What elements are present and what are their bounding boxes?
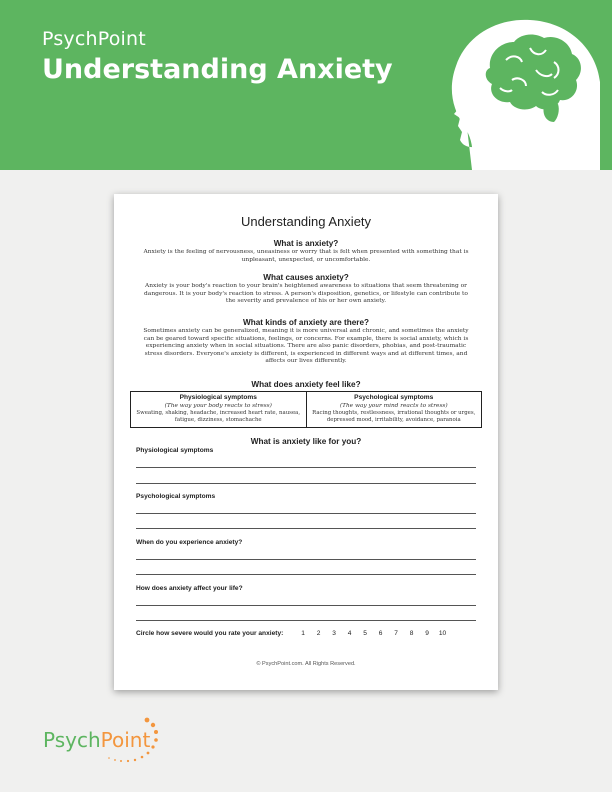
question-when: When do you experience anxiety? [136,539,243,546]
psychological-column [306,392,482,427]
section-heading-feel: What does anxiety feel like? [251,380,361,389]
logo-dots-icon [43,716,163,766]
head-brain-icon [450,10,600,170]
section-heading-like: What is anxiety like for you? [250,437,362,446]
rating-option[interactable]: 8 [409,630,414,637]
page-title: Understanding Anxiety [42,54,393,85]
answer-line[interactable] [136,605,476,606]
section-body-kinds: Sometimes anxiety can be generalized, meaning it is more universal and chronic, and sometimes the anxiety can be geared toward specific situations, feelings, or concerns. For example, there is social anxiety, which is experiencing anxiety when in social situations. There are also panic disorders, phobias, and post-traumatic stress disorders. Everyone's anxiety is different, is experienced in different ways and at different times, and affects our lives differently. [143,328,469,365]
rating-option[interactable]: 2 [316,630,321,637]
question-psychological: Psychological symptoms [136,493,216,500]
section-body-causes: Anxiety is your body's reaction to your brain's heightened awareness to situations that seem threatening or dangerous. It is your body's reaction to stress. A person's disposition, genetics, or lifestyle can contribute to the severity and prevalence of his or her own anxiety. [144,283,468,305]
physiological-column [131,392,306,427]
rating-option[interactable]: 6 [378,630,383,637]
rating-option[interactable]: 5 [363,630,367,637]
psychological-subheading: (The way your mind reacts to stress) [339,403,448,409]
worksheet-title: Understanding Anxiety [240,214,372,229]
header-banner [0,0,612,170]
severity-rating-row [136,630,476,637]
section-heading-kinds: What kinds of anxiety are there? [242,318,370,327]
rating-option[interactable]: 7 [394,630,398,637]
physiological-text: Sweating, shaking, headache, increased heart rate, nausea, fatigue, dizziness, stomachache [136,410,301,423]
physiological-subheading: (The way your body reacts to stress) [164,403,272,409]
worksheet-page [114,194,498,690]
psychpoint-logo [43,716,163,766]
answer-line[interactable] [136,467,476,468]
severity-rating-options [295,630,450,637]
physiological-heading: Physiological symptoms [179,394,257,401]
logo-point: Point [100,728,151,752]
question-physiological: Physiological symptoms [136,447,214,454]
answer-line[interactable] [136,574,476,575]
rating-option[interactable]: 3 [332,630,336,637]
rating-option[interactable]: 4 [347,630,352,637]
logo-psych: Psych [43,728,101,752]
psychological-heading: Psychological symptoms [354,394,434,401]
answer-line[interactable] [136,513,476,514]
question-affect: How does anxiety affect your life? [136,585,243,592]
section-heading-causes: What causes anxiety? [263,273,349,282]
severity-rating-label: Circle how severe would you rate your anxiety: [136,630,284,637]
rating-option[interactable]: 10 [438,630,447,637]
brand-name: PsychPoint [42,28,146,50]
answer-line[interactable] [136,620,476,621]
copyright-notice: © PsychPoint.com. All Rights Reserved. [256,661,356,667]
symptoms-table [130,391,482,428]
psychological-text: Racing thoughts, restlessness, irrational thoughts or urges, depressed mood, irritability, avoidance, paranoia [312,410,476,423]
answer-line[interactable] [136,528,476,529]
section-body-what-is: Anxiety is the feeling of nervousness, uneasiness or worry that is felt when presented with something that is unpleasant, unexpected, or uncomfortable. [143,249,469,263]
rating-option[interactable]: 9 [425,630,429,637]
answer-line[interactable] [136,559,476,560]
rating-option[interactable]: 1 [301,630,305,637]
section-heading-what-is: What is anxiety? [273,239,339,248]
answer-line[interactable] [136,483,476,484]
